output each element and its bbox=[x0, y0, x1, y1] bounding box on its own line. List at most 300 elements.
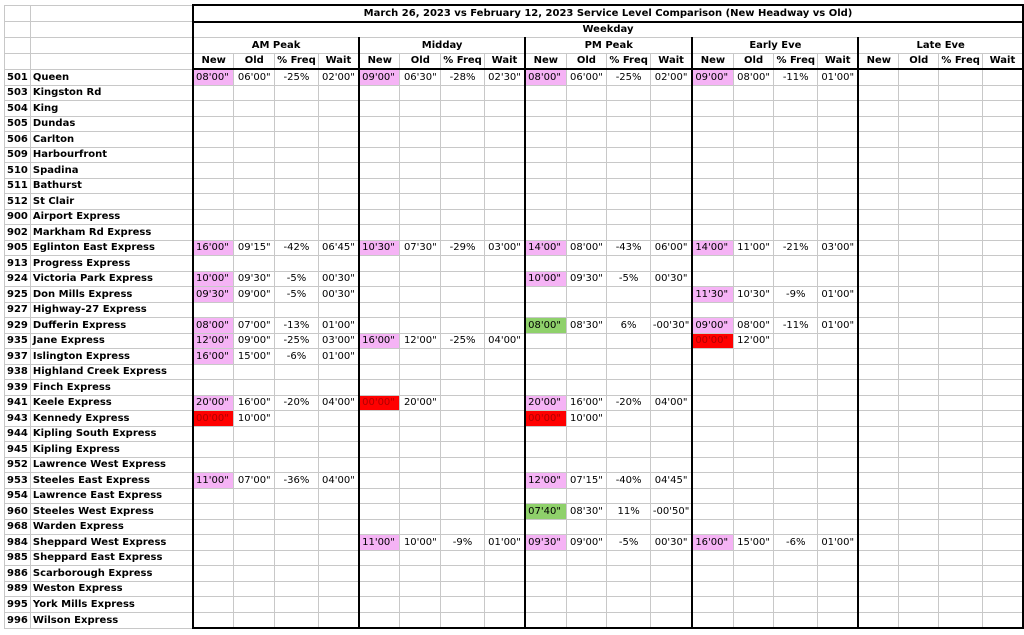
cell-early-eve-wait bbox=[818, 426, 859, 442]
cell-early-eve-old bbox=[733, 116, 774, 132]
cell-early-eve-new bbox=[692, 457, 733, 473]
cell-late-eve-wait bbox=[982, 163, 1023, 179]
cell-pm-peak-old bbox=[566, 597, 607, 613]
cell-pm-peak-old bbox=[566, 612, 607, 628]
column-header-new: New bbox=[525, 53, 566, 69]
cell-midday-freq bbox=[441, 457, 485, 473]
route-number: 905 bbox=[5, 240, 31, 256]
cell-am-peak-freq bbox=[275, 426, 319, 442]
route-number: 501 bbox=[5, 69, 31, 85]
cell-pm-peak-old bbox=[566, 519, 607, 535]
cell-pm-peak-new: 10'00" bbox=[525, 271, 566, 287]
cell-midday-new bbox=[359, 349, 400, 365]
cell-late-eve-old bbox=[899, 566, 939, 582]
table-row bbox=[5, 147, 1024, 163]
cell-am-peak-old bbox=[234, 256, 275, 272]
cell-midday-new bbox=[359, 566, 400, 582]
cell-pm-peak-freq: 6% bbox=[607, 318, 651, 334]
route-number: 935 bbox=[5, 333, 31, 349]
cell-early-eve-old: 10'30" bbox=[733, 287, 774, 303]
cell-am-peak-wait bbox=[318, 209, 359, 225]
cell-am-peak-new: 12'00" bbox=[193, 333, 234, 349]
cell-am-peak-old bbox=[234, 225, 275, 241]
route-name: St Clair bbox=[30, 194, 193, 210]
cell-late-eve-freq bbox=[939, 163, 983, 179]
cell-early-eve-freq bbox=[774, 178, 818, 194]
cell-am-peak-old bbox=[234, 535, 275, 551]
cell-am-peak-wait bbox=[318, 550, 359, 566]
cell-pm-peak-freq bbox=[607, 612, 651, 628]
cell-early-eve-new: 09'00" bbox=[692, 69, 733, 85]
cell-late-eve-old bbox=[899, 132, 939, 148]
cell-midday-freq bbox=[441, 426, 485, 442]
cell-early-eve-wait bbox=[818, 85, 859, 101]
cell-pm-peak-wait bbox=[650, 411, 692, 427]
cell-late-eve-old bbox=[899, 178, 939, 194]
cell-early-eve-wait bbox=[818, 473, 859, 489]
cell-am-peak-new bbox=[193, 380, 234, 396]
cell-late-eve-wait bbox=[982, 271, 1023, 287]
cell-late-eve-freq bbox=[939, 612, 983, 628]
route-number: 509 bbox=[5, 147, 31, 163]
cell-pm-peak-freq bbox=[607, 488, 651, 504]
cell-midday-freq bbox=[441, 597, 485, 613]
cell-pm-peak-new bbox=[525, 364, 566, 380]
column-header-old: Old bbox=[899, 53, 939, 69]
cell-pm-peak-old: 08'00" bbox=[566, 240, 607, 256]
cell-midday-old bbox=[400, 256, 441, 272]
cell-late-eve-wait bbox=[982, 411, 1023, 427]
cell-am-peak-new: 08'00" bbox=[193, 318, 234, 334]
route-number: 943 bbox=[5, 411, 31, 427]
cell-pm-peak-freq: -5% bbox=[607, 535, 651, 551]
cell-early-eve-old bbox=[733, 550, 774, 566]
cell-midday-wait bbox=[484, 364, 525, 380]
cell-am-peak-old: 09'00" bbox=[234, 287, 275, 303]
cell-midday-wait bbox=[484, 426, 525, 442]
cell-am-peak-freq bbox=[275, 504, 319, 520]
cell-early-eve-freq bbox=[774, 194, 818, 210]
cell-am-peak-old bbox=[234, 612, 275, 628]
cell-pm-peak-freq: -25% bbox=[607, 69, 651, 85]
cell-late-eve-wait bbox=[982, 116, 1023, 132]
cell-midday-wait bbox=[484, 504, 525, 520]
route-number: 512 bbox=[5, 194, 31, 210]
cell-pm-peak-old bbox=[566, 209, 607, 225]
cell-midday-wait bbox=[484, 411, 525, 427]
cell-midday-old bbox=[400, 209, 441, 225]
cell-early-eve-wait bbox=[818, 101, 859, 117]
cell-am-peak-old bbox=[234, 488, 275, 504]
route-number: 929 bbox=[5, 318, 31, 334]
table-row bbox=[5, 473, 1024, 489]
cell-early-eve-freq: -11% bbox=[774, 69, 818, 85]
cell-early-eve-wait bbox=[818, 333, 859, 349]
cell-early-eve-old bbox=[733, 101, 774, 117]
cell-pm-peak-freq bbox=[607, 116, 651, 132]
route-name: Spadina bbox=[30, 163, 193, 179]
cell-midday-freq bbox=[441, 132, 485, 148]
cell-early-eve-wait: 01'00" bbox=[818, 318, 859, 334]
cell-early-eve-wait bbox=[818, 271, 859, 287]
cell-late-eve-new bbox=[858, 240, 898, 256]
cell-early-eve-old bbox=[733, 581, 774, 597]
cell-early-eve-wait bbox=[818, 116, 859, 132]
cell-midday-freq bbox=[441, 349, 485, 365]
cell-am-peak-old bbox=[234, 550, 275, 566]
cell-late-eve-wait bbox=[982, 566, 1023, 582]
cell-midday-old bbox=[400, 380, 441, 396]
cell-pm-peak-old: 16'00" bbox=[566, 395, 607, 411]
cell-late-eve-freq bbox=[939, 147, 983, 163]
cell-midday-wait bbox=[484, 473, 525, 489]
column-header-new: New bbox=[193, 53, 234, 69]
cell-late-eve-wait bbox=[982, 581, 1023, 597]
cell-late-eve-wait bbox=[982, 426, 1023, 442]
cell-am-peak-new: 09'30" bbox=[193, 287, 234, 303]
cell-midday-freq bbox=[441, 209, 485, 225]
cell-late-eve-old bbox=[899, 581, 939, 597]
route-name: Wilson Express bbox=[30, 612, 193, 628]
cell-midday-wait bbox=[484, 302, 525, 318]
cell-midday-freq bbox=[441, 302, 485, 318]
cell-am-peak-new bbox=[193, 194, 234, 210]
cell-late-eve-old bbox=[899, 426, 939, 442]
cell-midday-new bbox=[359, 550, 400, 566]
cell-late-eve-new bbox=[858, 333, 898, 349]
cell-pm-peak-wait bbox=[650, 116, 692, 132]
cell-am-peak-wait bbox=[318, 581, 359, 597]
cell-midday-wait bbox=[484, 457, 525, 473]
cell-early-eve-freq bbox=[774, 597, 818, 613]
cell-early-eve-freq bbox=[774, 612, 818, 628]
cell-midday-wait bbox=[484, 209, 525, 225]
cell-late-eve-old bbox=[899, 209, 939, 225]
cell-late-eve-freq bbox=[939, 101, 983, 117]
cell-pm-peak-wait bbox=[650, 364, 692, 380]
cell-midday-old bbox=[400, 271, 441, 287]
cell-pm-peak-wait bbox=[650, 333, 692, 349]
cell-late-eve-freq bbox=[939, 256, 983, 272]
cell-am-peak-new: 10'00" bbox=[193, 271, 234, 287]
period-header-early-eve: Early Eve bbox=[692, 38, 858, 54]
period-header-pm-peak: PM Peak bbox=[525, 38, 692, 54]
cell-pm-peak-freq bbox=[607, 380, 651, 396]
cell-early-eve-freq bbox=[774, 442, 818, 458]
cell-am-peak-wait bbox=[318, 535, 359, 551]
cell-early-eve-wait bbox=[818, 581, 859, 597]
column-header-freq: % Freq bbox=[774, 53, 818, 69]
cell-early-eve-freq bbox=[774, 209, 818, 225]
cell-am-peak-old bbox=[234, 581, 275, 597]
route-name: Bathurst bbox=[30, 178, 193, 194]
cell-pm-peak-wait bbox=[650, 566, 692, 582]
route-name: Lawrence West Express bbox=[30, 457, 193, 473]
cell-early-eve-old: 08'00" bbox=[733, 69, 774, 85]
cell-midday-new bbox=[359, 302, 400, 318]
cell-midday-old: 10'00" bbox=[400, 535, 441, 551]
cell-pm-peak-new bbox=[525, 488, 566, 504]
cell-early-eve-new bbox=[692, 426, 733, 442]
cell-midday-old: 12'00" bbox=[400, 333, 441, 349]
cell-early-eve-old bbox=[733, 132, 774, 148]
cell-early-eve-old bbox=[733, 209, 774, 225]
table-row bbox=[5, 566, 1024, 582]
period-header-late-eve: Late Eve bbox=[858, 38, 1023, 54]
cell-early-eve-old bbox=[733, 364, 774, 380]
cell-pm-peak-wait bbox=[650, 550, 692, 566]
table-row bbox=[5, 240, 1024, 256]
route-name: Eglinton East Express bbox=[30, 240, 193, 256]
cell-early-eve-old bbox=[733, 504, 774, 520]
cell-midday-freq bbox=[441, 612, 485, 628]
cell-early-eve-freq bbox=[774, 488, 818, 504]
cell-midday-new: 11'00" bbox=[359, 535, 400, 551]
cell-midday-new bbox=[359, 147, 400, 163]
cell-am-peak-old bbox=[234, 147, 275, 163]
cell-midday-wait bbox=[484, 85, 525, 101]
period-header-midday: Midday bbox=[359, 38, 525, 54]
cell-am-peak-new bbox=[193, 550, 234, 566]
table-row bbox=[5, 318, 1024, 334]
route-number: 902 bbox=[5, 225, 31, 241]
cell-late-eve-freq bbox=[939, 240, 983, 256]
cell-pm-peak-freq bbox=[607, 194, 651, 210]
cell-late-eve-freq bbox=[939, 566, 983, 582]
cell-am-peak-freq bbox=[275, 101, 319, 117]
cell-midday-new: 00'00" bbox=[359, 395, 400, 411]
cell-late-eve-wait bbox=[982, 380, 1023, 396]
cell-late-eve-freq bbox=[939, 132, 983, 148]
cell-midday-old bbox=[400, 597, 441, 613]
cell-late-eve-old bbox=[899, 271, 939, 287]
route-number: 913 bbox=[5, 256, 31, 272]
cell-am-peak-freq bbox=[275, 178, 319, 194]
cell-pm-peak-old bbox=[566, 256, 607, 272]
cell-late-eve-new bbox=[858, 566, 898, 582]
table-row bbox=[5, 380, 1024, 396]
cell-midday-old bbox=[400, 442, 441, 458]
cell-late-eve-freq bbox=[939, 597, 983, 613]
cell-early-eve-wait bbox=[818, 411, 859, 427]
cell-late-eve-old bbox=[899, 457, 939, 473]
cell-midday-old bbox=[400, 132, 441, 148]
cell-early-eve-freq bbox=[774, 349, 818, 365]
column-header-wait: Wait bbox=[982, 53, 1023, 69]
cell-am-peak-wait bbox=[318, 426, 359, 442]
cell-early-eve-wait bbox=[818, 256, 859, 272]
cell-pm-peak-new: 14'00" bbox=[525, 240, 566, 256]
route-number: 503 bbox=[5, 85, 31, 101]
cell-midday-new bbox=[359, 519, 400, 535]
table-row bbox=[5, 101, 1024, 117]
cell-late-eve-new bbox=[858, 147, 898, 163]
table-row bbox=[5, 178, 1024, 194]
cell-am-peak-old bbox=[234, 380, 275, 396]
cell-early-eve-wait bbox=[818, 132, 859, 148]
cell-midday-old bbox=[400, 566, 441, 582]
cell-am-peak-wait bbox=[318, 364, 359, 380]
cell-midday-freq bbox=[441, 287, 485, 303]
cell-am-peak-old bbox=[234, 519, 275, 535]
cell-am-peak-wait bbox=[318, 380, 359, 396]
cell-am-peak-new bbox=[193, 132, 234, 148]
cell-pm-peak-wait bbox=[650, 612, 692, 628]
cell-am-peak-wait bbox=[318, 101, 359, 117]
cell-early-eve-wait bbox=[818, 225, 859, 241]
cell-midday-freq: -9% bbox=[441, 535, 485, 551]
cell-late-eve-old bbox=[899, 597, 939, 613]
cell-pm-peak-new bbox=[525, 519, 566, 535]
table-row bbox=[5, 302, 1024, 318]
cell-pm-peak-wait: -00'30" bbox=[650, 318, 692, 334]
cell-pm-peak-new bbox=[525, 442, 566, 458]
route-number: 944 bbox=[5, 426, 31, 442]
cell-midday-old bbox=[400, 364, 441, 380]
cell-pm-peak-old: 09'00" bbox=[566, 535, 607, 551]
cell-early-eve-old bbox=[733, 380, 774, 396]
cell-pm-peak-old bbox=[566, 147, 607, 163]
cell-early-eve-new bbox=[692, 271, 733, 287]
cell-am-peak-new bbox=[193, 566, 234, 582]
route-name: Highland Creek Express bbox=[30, 364, 193, 380]
column-header-old: Old bbox=[566, 53, 607, 69]
cell-midday-wait bbox=[484, 488, 525, 504]
cell-am-peak-old bbox=[234, 194, 275, 210]
route-number: 924 bbox=[5, 271, 31, 287]
cell-midday-old bbox=[400, 457, 441, 473]
cell-late-eve-old bbox=[899, 225, 939, 241]
cell-am-peak-old: 09'30" bbox=[234, 271, 275, 287]
cell-pm-peak-freq bbox=[607, 147, 651, 163]
cell-midday-wait bbox=[484, 349, 525, 365]
cell-midday-freq: -25% bbox=[441, 333, 485, 349]
cell-am-peak-wait bbox=[318, 225, 359, 241]
cell-am-peak-old bbox=[234, 442, 275, 458]
cell-midday-wait bbox=[484, 178, 525, 194]
cell-midday-wait: 04'00" bbox=[484, 333, 525, 349]
cell-midday-wait bbox=[484, 581, 525, 597]
cell-midday-wait bbox=[484, 318, 525, 334]
route-number: 952 bbox=[5, 457, 31, 473]
cell-am-peak-old bbox=[234, 302, 275, 318]
cell-pm-peak-wait bbox=[650, 194, 692, 210]
cell-midday-new bbox=[359, 442, 400, 458]
cell-early-eve-old bbox=[733, 163, 774, 179]
cell-early-eve-freq bbox=[774, 225, 818, 241]
cell-pm-peak-wait bbox=[650, 597, 692, 613]
cell-late-eve-wait bbox=[982, 318, 1023, 334]
cell-pm-peak-wait: 04'45" bbox=[650, 473, 692, 489]
cell-early-eve-wait bbox=[818, 349, 859, 365]
cell-late-eve-new bbox=[858, 550, 898, 566]
cell-early-eve-wait bbox=[818, 380, 859, 396]
cell-pm-peak-wait bbox=[650, 85, 692, 101]
cell-pm-peak-new bbox=[525, 581, 566, 597]
cell-am-peak-freq: -42% bbox=[275, 240, 319, 256]
cell-late-eve-old bbox=[899, 411, 939, 427]
route-number: 937 bbox=[5, 349, 31, 365]
cell-pm-peak-freq bbox=[607, 101, 651, 117]
route-number: 939 bbox=[5, 380, 31, 396]
cell-late-eve-wait bbox=[982, 101, 1023, 117]
cell-pm-peak-new bbox=[525, 178, 566, 194]
cell-midday-new bbox=[359, 364, 400, 380]
column-header-old: Old bbox=[400, 53, 441, 69]
cell-midday-old bbox=[400, 318, 441, 334]
cell-late-eve-wait bbox=[982, 395, 1023, 411]
table-row bbox=[5, 163, 1024, 179]
cell-pm-peak-wait: 06'00" bbox=[650, 240, 692, 256]
cell-am-peak-wait: 06'45" bbox=[318, 240, 359, 256]
cell-pm-peak-new: 09'30" bbox=[525, 535, 566, 551]
cell-early-eve-new bbox=[692, 597, 733, 613]
cell-am-peak-new bbox=[193, 426, 234, 442]
cell-midday-wait bbox=[484, 147, 525, 163]
cell-late-eve-freq bbox=[939, 209, 983, 225]
column-header-wait: Wait bbox=[818, 53, 859, 69]
cell-late-eve-wait bbox=[982, 364, 1023, 380]
cell-early-eve-wait bbox=[818, 566, 859, 582]
cell-pm-peak-new bbox=[525, 457, 566, 473]
cell-late-eve-freq bbox=[939, 364, 983, 380]
cell-am-peak-old bbox=[234, 504, 275, 520]
cell-early-eve-wait: 01'00" bbox=[818, 287, 859, 303]
cell-early-eve-old bbox=[733, 473, 774, 489]
cell-late-eve-freq bbox=[939, 442, 983, 458]
cell-midday-old bbox=[400, 411, 441, 427]
cell-am-peak-freq bbox=[275, 519, 319, 535]
cell-midday-wait bbox=[484, 612, 525, 628]
cell-midday-old bbox=[400, 426, 441, 442]
cell-late-eve-old bbox=[899, 163, 939, 179]
cell-midday-old bbox=[400, 147, 441, 163]
cell-late-eve-new bbox=[858, 535, 898, 551]
cell-late-eve-old bbox=[899, 488, 939, 504]
cell-early-eve-wait bbox=[818, 147, 859, 163]
cell-midday-wait bbox=[484, 519, 525, 535]
cell-early-eve-freq: -9% bbox=[774, 287, 818, 303]
cell-midday-freq bbox=[441, 411, 485, 427]
cell-am-peak-freq bbox=[275, 457, 319, 473]
cell-midday-freq bbox=[441, 163, 485, 179]
cell-pm-peak-wait bbox=[650, 349, 692, 365]
cell-am-peak-old bbox=[234, 597, 275, 613]
cell-am-peak-wait bbox=[318, 504, 359, 520]
cell-midday-old bbox=[400, 612, 441, 628]
cell-midday-freq bbox=[441, 442, 485, 458]
table-row bbox=[5, 132, 1024, 148]
cell-early-eve-new bbox=[692, 504, 733, 520]
cell-early-eve-old bbox=[733, 178, 774, 194]
cell-am-peak-old bbox=[234, 116, 275, 132]
table-row bbox=[5, 69, 1024, 85]
cell-late-eve-old bbox=[899, 240, 939, 256]
cell-early-eve-new bbox=[692, 132, 733, 148]
cell-early-eve-old bbox=[733, 426, 774, 442]
cell-midday-new bbox=[359, 256, 400, 272]
cell-early-eve-new bbox=[692, 411, 733, 427]
cell-am-peak-wait bbox=[318, 566, 359, 582]
route-name: Scarborough Express bbox=[30, 566, 193, 582]
cell-am-peak-old: 07'00" bbox=[234, 318, 275, 334]
period-header-row bbox=[5, 38, 1024, 54]
cell-pm-peak-wait bbox=[650, 225, 692, 241]
cell-early-eve-wait bbox=[818, 194, 859, 210]
cell-late-eve-new bbox=[858, 473, 898, 489]
cell-early-eve-freq bbox=[774, 147, 818, 163]
cell-early-eve-wait bbox=[818, 442, 859, 458]
